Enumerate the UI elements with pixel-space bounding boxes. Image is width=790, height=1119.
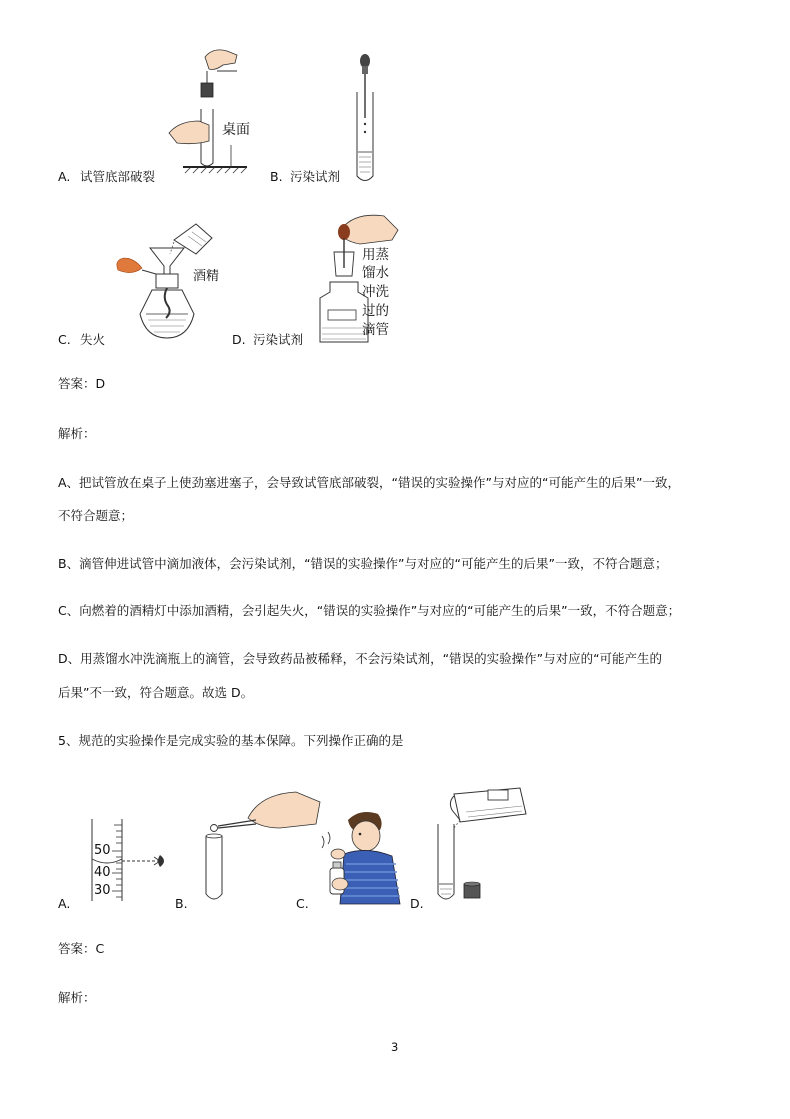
q5-figure-d-pouring bbox=[432, 784, 532, 908]
page-number: 3 bbox=[391, 1040, 399, 1054]
q4-analysis-line-6: 后果”不一致，符合题意。故选 D。 bbox=[58, 685, 254, 700]
q4-answer: 答案：D bbox=[58, 376, 106, 391]
figure-c-label: 酒精 bbox=[193, 269, 220, 284]
q4-analysis-title: 解析： bbox=[58, 426, 96, 441]
figure-a-tube-on-table bbox=[165, 45, 260, 180]
q5-option-a-letter: A. bbox=[58, 896, 71, 911]
figure-d-label-line-4: 过的 bbox=[362, 303, 389, 319]
q4-analysis-line-3: B、滴管伸进试管中滴加液体，会污染试剂，“错误的实验操作”与对应的“可能产生的后果”一致，不符合题意； bbox=[58, 556, 668, 571]
option-d-letter: D. bbox=[232, 332, 246, 347]
q4-analysis-line-4: C、向燃着的酒精灯中添加酒精，会引起失火，“错误的实验操作”与对应的“可能产生的后果”一致，不符合题意； bbox=[58, 603, 681, 618]
figure-a-label: 桌面 bbox=[222, 122, 250, 138]
q5-figure-c-smelling-gas bbox=[318, 808, 408, 908]
q5-figure-a-tick-50: 50 bbox=[94, 843, 111, 858]
q4-analysis-line-1: A、把试管放在桌子上使劲塞进塞子，会导致试管底部破裂，“错误的实验操作”与对应的“可能产生的后果”一致， bbox=[58, 475, 680, 490]
q5-option-b-letter: B. bbox=[175, 896, 188, 911]
figure-d-label-line-3: 冲洗 bbox=[362, 284, 389, 300]
option-b-letter: B. bbox=[270, 169, 283, 184]
figure-d-label-line-1: 用蒸 bbox=[362, 247, 389, 263]
figure-b-dropper-in-tube bbox=[350, 52, 380, 187]
q4-analysis-line-5: D、用蒸馏水冲洗滴瓶上的滴管，会导致药品被稀释，不会污染试剂，“错误的实验操作”与对应的“可能产生的 bbox=[58, 651, 663, 666]
q5-option-d-letter: D. bbox=[410, 896, 424, 911]
option-a-text: 试管底部破裂 bbox=[80, 169, 156, 184]
figure-d-label-line-2: 馏水 bbox=[362, 265, 389, 281]
figure-d-label-line-5: 滴管 bbox=[362, 322, 389, 338]
q5-figure-a-tick-40: 40 bbox=[94, 865, 111, 880]
q5-answer: 答案：C bbox=[58, 941, 105, 956]
option-b-text: 污染试剂 bbox=[290, 169, 341, 184]
q5-analysis-title: 解析： bbox=[58, 990, 96, 1005]
q5-stem: 5、规范的实验操作是完成实验的基本保障。下列操作正确的是 bbox=[58, 733, 404, 748]
option-c-letter: C. bbox=[58, 332, 71, 347]
q5-figure-b-tweezers-tube bbox=[196, 788, 324, 906]
q5-figure-a-tick-30: 30 bbox=[94, 883, 111, 898]
q5-option-c-letter: C. bbox=[296, 896, 309, 911]
option-a-letter: A. bbox=[58, 169, 71, 184]
option-d-text: 污染试剂 bbox=[253, 332, 304, 347]
q4-analysis-line-2: 不符合题意； bbox=[58, 508, 134, 523]
option-c-text: 失火 bbox=[80, 332, 106, 347]
